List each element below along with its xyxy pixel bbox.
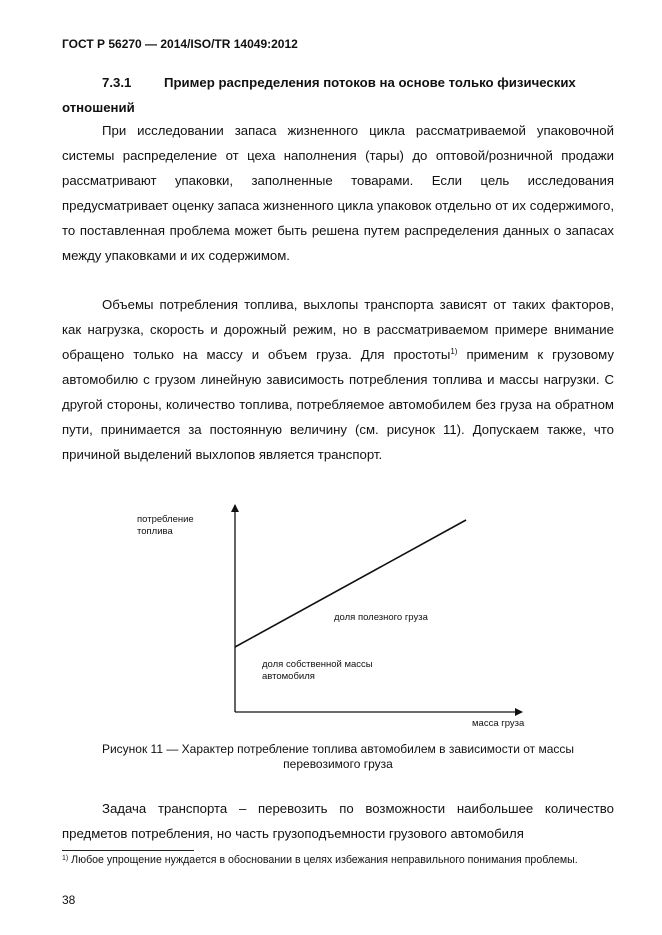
section-number: 7.3.1 (102, 75, 132, 90)
paragraph-fuel-text-end: применим к грузовому автомобилю с грузом линейную зависимость потребления топлива и массы нагрузки. С другой стороны, количество топлива, потребляемое автомобилем без груза на обратном пути, принимается за постоянную величину (см. рисунок 11). Допускаем также, что причиной выделений выхлопов является транспорт. (62, 347, 614, 462)
lower-region-label-line-2: автомобиля (262, 671, 315, 682)
figure-caption (62, 742, 614, 772)
section-title-line-1: Пример распределения потоков на основе только физических (164, 75, 576, 90)
figure-caption-line-1: Рисунок 11 — Характер потребление топлива автомобилем в зависимости от массы (101, 742, 575, 756)
footnote-marker: 1) (62, 855, 69, 862)
paragraph-fuel-text-start: Объемы потребления топлива, выхлопы транспорта зависят от таких факторов, как нагрузка, скорость и дорожный режим, но в рассматриваемом примере внимание обращено только на массу и объем груза. Для простоты (62, 297, 614, 362)
document-header: ГОСТ Р 56270 — 2014/ISO/TR 14049:2012 (62, 37, 298, 51)
upper-region-label: доля полезного груза (334, 612, 428, 623)
fuel-consumption-line (235, 520, 466, 647)
footnote-divider (62, 850, 194, 851)
x-axis-label: масса груза (472, 718, 525, 729)
footnote (62, 853, 614, 867)
y-axis-label-line-1: потребление (137, 514, 194, 525)
y-axis-label-line-2: топлива (137, 526, 173, 537)
lower-region-label-line-1: доля собственной массы (262, 659, 373, 670)
footnote-reference: 1) (450, 347, 458, 356)
footnote-text: Любое упрощение нуждается в обосновании в целях избежания неправильного понимания проблемы. (68, 854, 578, 866)
paragraph-transport-task: Задача транспорта – перевозить по возможности наибольшее количество предметов потребления, но часть грузоподъемности грузового автомобиля (62, 801, 614, 841)
paragraph-packaging: При исследовании запаса жизненного цикла рассматриваемой упаковочной системы распределение от цеха наполнения (тары) до оптовой/розничной продажи рассматривают упаковки, заполненные товарами. Если цель исследования предусматривает оценку запаса жизненного цикла упаковок отдельно от их содержимого, то поставленная проблема может быть решена путем распределения данных о запасах между упаковками и их содержимом. (62, 123, 614, 263)
section-title-line-2: отношений (62, 100, 135, 115)
figure-caption-line-2: перевозимого груза (283, 757, 393, 771)
page-number: 38 (62, 893, 76, 907)
